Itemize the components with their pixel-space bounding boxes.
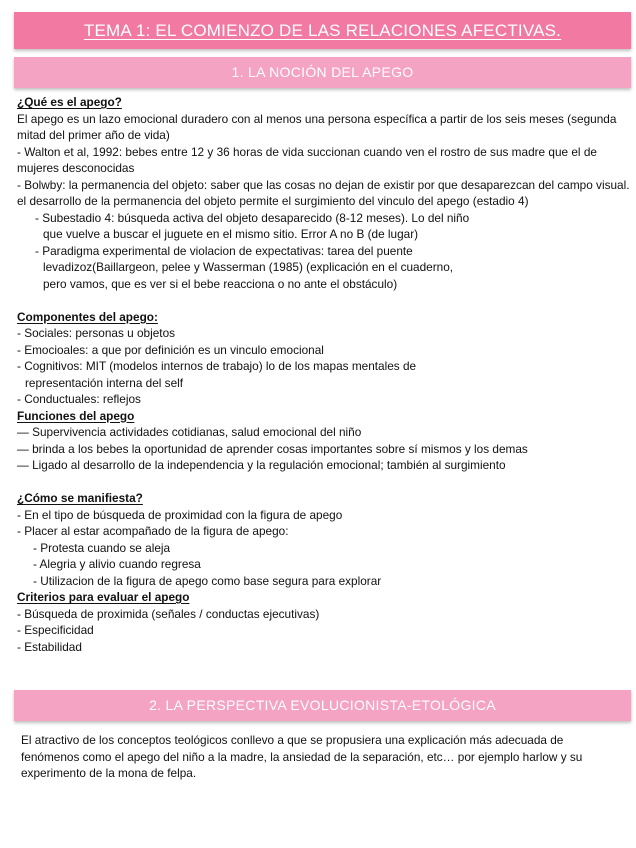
text-line: - Conductuales: reflejos <box>17 392 141 406</box>
text-line: el desarrollo de la permanencia del objeto permite el surgimiento del vinculo del apego (estadio 4) <box>17 194 529 208</box>
text-line: - Bolwby: la permanencia del objeto: saber que las cosas no dejan de existir por que desaparezcan del campo visual. <box>17 177 630 192</box>
sub-line: levadizoz(Baillargeon, pelee y Wasserman (1985) (explicación en el cuaderno, <box>43 260 454 274</box>
text-line: - En el tipo de búsqueda de proximidad con la figura de apego <box>17 507 343 522</box>
section-1-banner <box>14 57 631 88</box>
text-line: - Estabilidad <box>17 639 82 654</box>
text-line: - Sociales: personas u objetos <box>17 326 176 340</box>
text-line: - Emocioales: a que por definición es un vinculo emocional <box>17 342 324 357</box>
text-line: - Búsqueda de proximida (señales / conductas ejecutivas) <box>17 606 320 621</box>
sub-line: que vuelve a buscar el juguete en el mismo sitio. Error A no B (de lugar) <box>43 227 419 241</box>
text-line: mitad del primer año de vida) <box>17 128 170 142</box>
sub-line: - Utilizacion de la figura de apego como base segura para explorar <box>33 573 382 588</box>
text-line: El atractivo de los conceptos teológicos conllevo a que se propusiera una explicación más adecuada de <box>21 733 564 747</box>
sub-line: pero vamos, que es ver si el bebe reacciona o no ante el obstáculo) <box>43 276 398 291</box>
section-2-content <box>21 732 621 782</box>
text-line: experimento de la mona de felpa. <box>21 766 197 780</box>
sub-line: - Subestadio 4: búsqueda activa del objeto desaparecido (8-12 meses). Lo del niño <box>35 210 470 225</box>
text-line: - Walton et al, 1992: bebes entre 12 y 36 horas de vida succionan cuando ven el rostro de sus madre que el de <box>17 144 597 159</box>
functions-heading: Funciones del apego <box>17 408 135 423</box>
section-1-content <box>17 94 629 655</box>
q1-heading: ¿Qué es el apego? <box>17 95 122 109</box>
criteria-heading: Criterios para evaluar el apego <box>17 590 190 604</box>
text-line: - Cognitivos: MIT (modelos internos de trabajo) lo de los mapas mentales de <box>17 359 417 373</box>
manifest-heading: ¿Cómo se manifiesta? <box>17 491 143 505</box>
text-line: El apego es un lazo emocional duradero con al menos una persona específica a partir de los seis meses (segunda <box>17 111 617 126</box>
title-banner <box>14 12 631 49</box>
sub-line: - Protesta cuando se aleja <box>33 540 171 555</box>
text-line: — brinda a los bebes la oportunidad de aprender cosas importantes sobre sí mismos y los demas <box>17 441 528 456</box>
text-line: — Supervivencia actividades cotidianas, salud emocional del niño <box>17 425 362 439</box>
page-title: TEMA 1: EL COMIENZO DE LAS RELACIONES AFECTIVAS. <box>83 21 562 40</box>
sub-line: - Alegria y alivio cuando regresa <box>33 557 201 571</box>
text-line: - Especificidad <box>17 623 94 637</box>
text-line: - Placer al estar acompañado de la figura de apego: <box>17 524 289 538</box>
text-line: representación interna del self <box>25 375 184 390</box>
text-line: — Ligado al desarrollo de la independencia y la regulación emocional; también al surgimiento <box>17 458 506 472</box>
text-line: mujeres desconocidas <box>17 161 135 175</box>
section-2-heading: 2. LA PERSPECTIVA EVOLUCIONISTA-ETOLÓGICA <box>149 697 496 713</box>
sub-line: - Paradigma experimental de violacion de expectativas: tarea del puente <box>35 243 413 258</box>
section-2-banner <box>14 690 631 721</box>
text-line: fenómenos como el apego del niño a la madre, la ansiedad de la separación, etc… por ejemplo harlow y su <box>21 749 583 764</box>
components-heading: Componentes del apego: <box>17 309 158 324</box>
section-1-heading: 1. LA NOCIÓN DEL APEGO <box>231 64 414 80</box>
